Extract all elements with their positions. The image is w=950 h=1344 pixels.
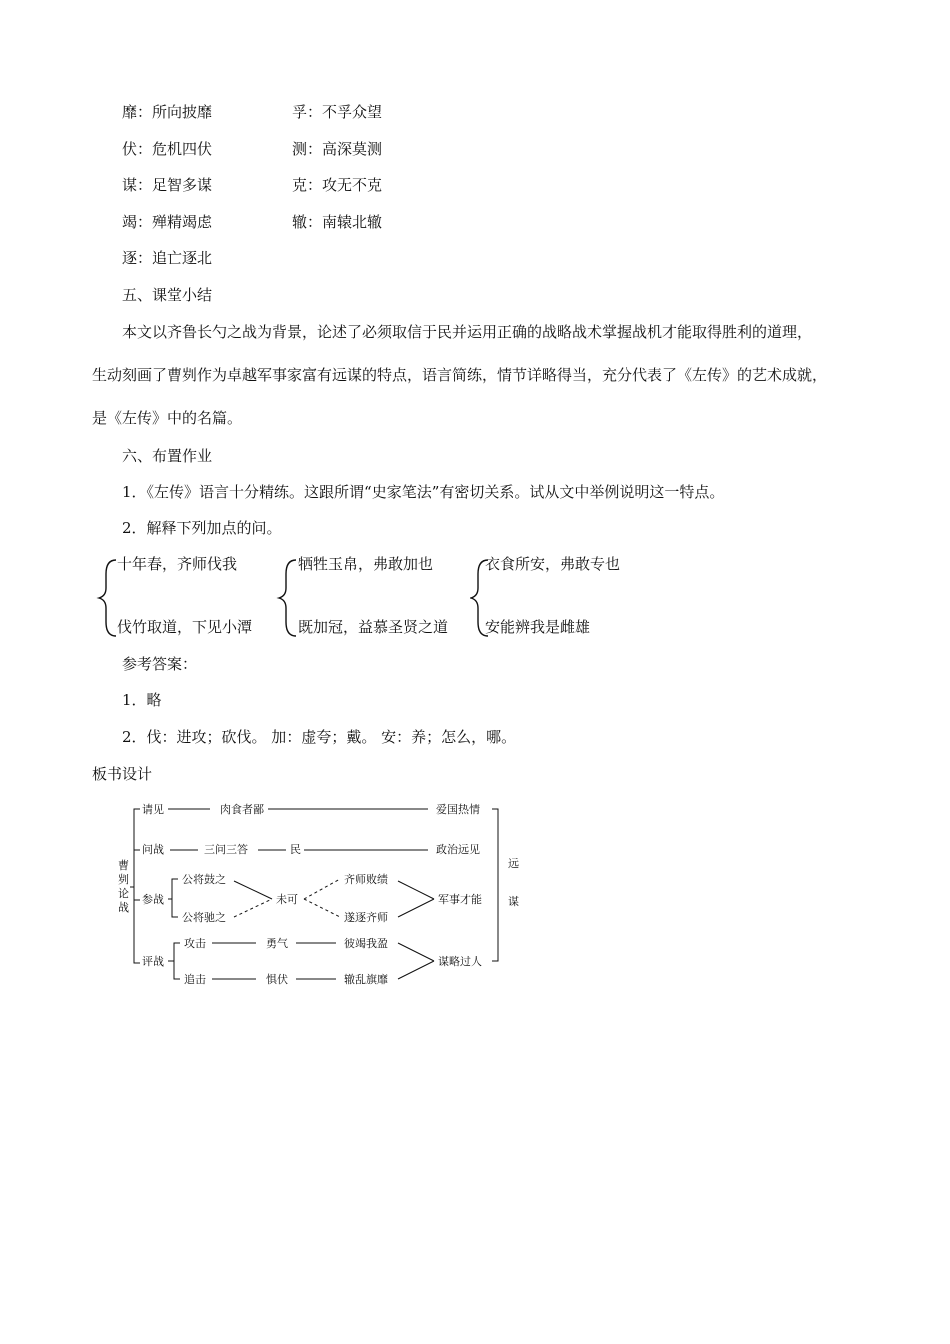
vocab-item: 竭：殚精竭虑: [122, 213, 213, 231]
brace-item: 既加冠，益慕圣贤之道: [298, 618, 449, 636]
summary-heading: 五、课堂小结: [122, 286, 213, 304]
board-node: 遂逐齐师: [344, 911, 388, 924]
vocab-item: 逐：追亡逐北: [122, 249, 213, 267]
board-node: 谋略过人: [438, 955, 482, 968]
board-heading: 板书设计: [92, 765, 153, 783]
vocab-item: 伏：危机四伏: [122, 140, 213, 158]
vocab-item: 测：高深莫测: [292, 140, 383, 158]
brace-item: 伐竹取道，下见小潭: [117, 618, 253, 636]
answer-1: 1．略: [122, 691, 162, 709]
answers-heading: 参考答案：: [122, 655, 198, 673]
board-node: 未可: [276, 893, 298, 906]
vocab-item: 谋：足智多谋: [122, 176, 213, 194]
homework-question-1: 1．《左传》语言十分精练。这跟所谓“史家笔法”有密切关系。试从文中举例说明这一特点。: [122, 483, 725, 501]
vocab-item: 辙：南辕北辙: [292, 213, 383, 231]
board-node: 惧伏: [266, 973, 288, 986]
root-char: 曹: [118, 859, 129, 872]
board-node: 参战: [142, 893, 164, 906]
brace-item: 十年春，齐师伐我: [117, 555, 238, 573]
homework-question-2: 2．解释下列加点的问。: [122, 519, 282, 537]
board-node: 肉食者鄙: [220, 803, 264, 816]
board-node: 齐师败绩: [344, 873, 388, 886]
board-node: 远: [508, 857, 519, 870]
board-node: 评战: [142, 955, 164, 968]
vocab-item: 克：攻无不克: [292, 176, 383, 194]
summary-text: 是《左传》中的名篇。: [92, 409, 243, 427]
vocab-item: 孚：不孚众望: [292, 103, 383, 121]
brace-item: 安能辨我是雌雄: [485, 618, 591, 636]
board-node: 公将驰之: [182, 911, 226, 924]
root-char: 论: [118, 887, 129, 900]
board-node: 爱国热情: [436, 803, 480, 816]
summary-text: 生动刻画了曹刿作为卓越军事家富有远谋的特点，语言简练，情节详略得当，充分代表了《左传》的艺术成就，: [92, 366, 828, 384]
root-char: 战: [118, 901, 129, 914]
board-node: 三问三答: [204, 843, 248, 856]
board-node: 追击: [184, 973, 206, 986]
root-char: 刿: [118, 873, 129, 886]
board-node: 辙乱旗靡: [344, 973, 388, 986]
board-node: 问战: [142, 843, 164, 856]
brace-item: 衣食所安，弗敢专也: [485, 555, 621, 573]
board-node: 民: [290, 843, 301, 856]
board-node: 请见: [142, 803, 164, 816]
homework-heading: 六、布置作业: [122, 447, 213, 465]
board-node: 军事才能: [438, 893, 482, 906]
vocab-item: 靡：所向披靡: [122, 103, 213, 121]
board-node: 攻击: [184, 937, 206, 950]
board-node: 谋: [508, 895, 519, 908]
summary-text: 本文以齐鲁长勺之战为背景，论述了必须取信于民并运用正确的战略战术掌握战机才能取得胜利的道理，: [122, 323, 813, 341]
board-diagram: [100, 795, 530, 995]
board-node: 彼竭我盈: [344, 937, 388, 950]
brace-item: 牺牲玉帛，弗敢加也: [298, 555, 434, 573]
board-node: 公将鼓之: [182, 873, 226, 886]
board-node: 政治远见: [436, 843, 480, 856]
answer-2: 2．伐：进攻；砍伐。 加：虚夸；戴。 安：养；怎么，哪。: [122, 728, 517, 746]
board-node: 勇气: [266, 937, 288, 950]
